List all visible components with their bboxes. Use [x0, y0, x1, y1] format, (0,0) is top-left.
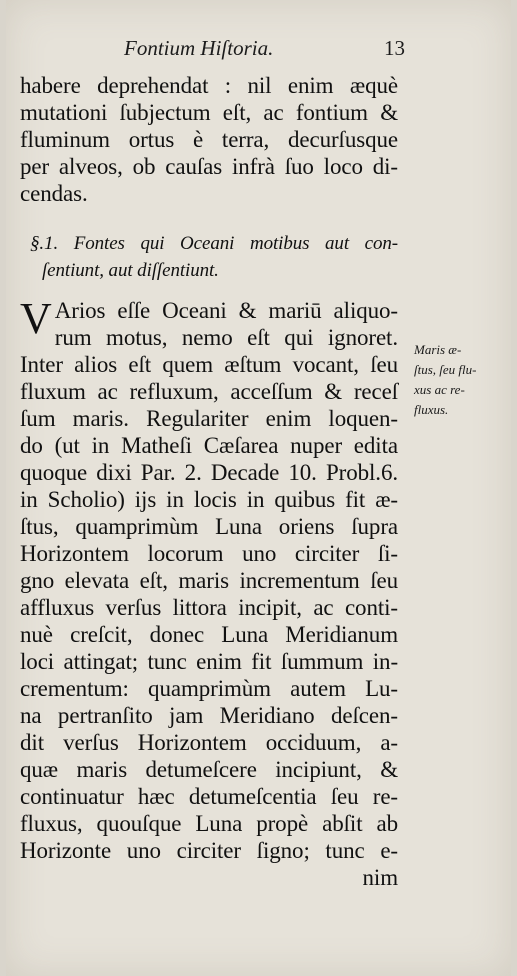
text-line: fluminum ortus è terra, decurſusque — [20, 127, 398, 152]
heading-line: ſentiunt, aut diſſentiunt. — [42, 260, 219, 281]
paragraph-1 — [20, 72, 398, 207]
margin-note-line: Maris æ- — [414, 342, 462, 357]
text-line: ſtus, quamprimùm Luna oriens ſupra — [20, 514, 398, 539]
page-header — [6, 30, 511, 70]
text-line: loci attingat; tunc enim fit ſummum in- — [20, 649, 398, 674]
heading-line: §.1. Fontes qui Oceani motibus aut con- — [30, 233, 398, 254]
book-page — [6, 0, 511, 976]
text-line: ſum maris. Regulariter enim loquen- — [20, 406, 398, 431]
catchword: nim — [362, 865, 398, 890]
text-line: crementum: quamprimùm autem Lu- — [20, 676, 398, 701]
text-line: na pertranſito jam Meridiano deſcen- — [20, 703, 398, 728]
text-line: continuatur hæc detumeſcentia ſeu re- — [20, 784, 398, 809]
text-line: per alveos, ob cauſas infrà ſuo loco di- — [20, 154, 398, 179]
running-title: Fontium Hiſtoria. — [124, 36, 274, 60]
text-line: quæ maris detumeſcere incipiunt, & — [20, 757, 398, 782]
margin-note-line: xus ac re- — [414, 382, 465, 397]
text-line: rum motus, nemo eſt qui ignoret. — [54, 325, 398, 350]
text-line: nuè creſcit, donec Luna Meridianum — [20, 622, 398, 647]
text-line: quoque dixi Par. 2. Decade 10. Probl.6. — [20, 460, 398, 485]
text-line: fluxus, quouſque Luna propè abſit ab — [20, 811, 398, 836]
margin-note — [414, 340, 506, 420]
page-number: 13 — [384, 36, 405, 60]
text-line: affluxus verſus littora incipit, ac conti- — [20, 595, 398, 620]
margin-note-line: ſtus, ſeu flu- — [414, 362, 477, 377]
text-line: cendas. — [20, 181, 88, 206]
text-line: do (ut in Matheſi Cæſarea nuper edita — [20, 433, 398, 458]
text-line: gno elevata eſt, maris incrementum ſeu — [20, 568, 398, 593]
drop-initial: V — [20, 294, 52, 343]
section-heading — [20, 231, 398, 285]
text-line: Arios eſſe Oceani & mariū aliquo- — [54, 298, 398, 323]
main-text — [20, 72, 398, 891]
paragraph-2 — [20, 294, 398, 891]
text-line: dit verſus Horizontem occiduum, a- — [20, 730, 398, 755]
text-line: Horizontem locorum uno circiter ſi- — [20, 541, 398, 566]
text-line: Inter alios eſt quem æſtum vocant, ſeu — [20, 352, 398, 377]
margin-note-line: fluxus. — [414, 402, 449, 417]
text-line: fluxum ac refluxum, acceſſum & receſ — [20, 379, 398, 404]
text-line: habere deprehendat : nil enim æquè — [20, 73, 398, 98]
text-line: in Scholio) ijs in locis in quibus fit æ- — [20, 487, 398, 512]
text-line: Horizonte uno circiter ſigno; tunc e- — [20, 838, 398, 863]
text-line: mutationi ſubjectum eſt, ac fontium & — [20, 100, 398, 125]
